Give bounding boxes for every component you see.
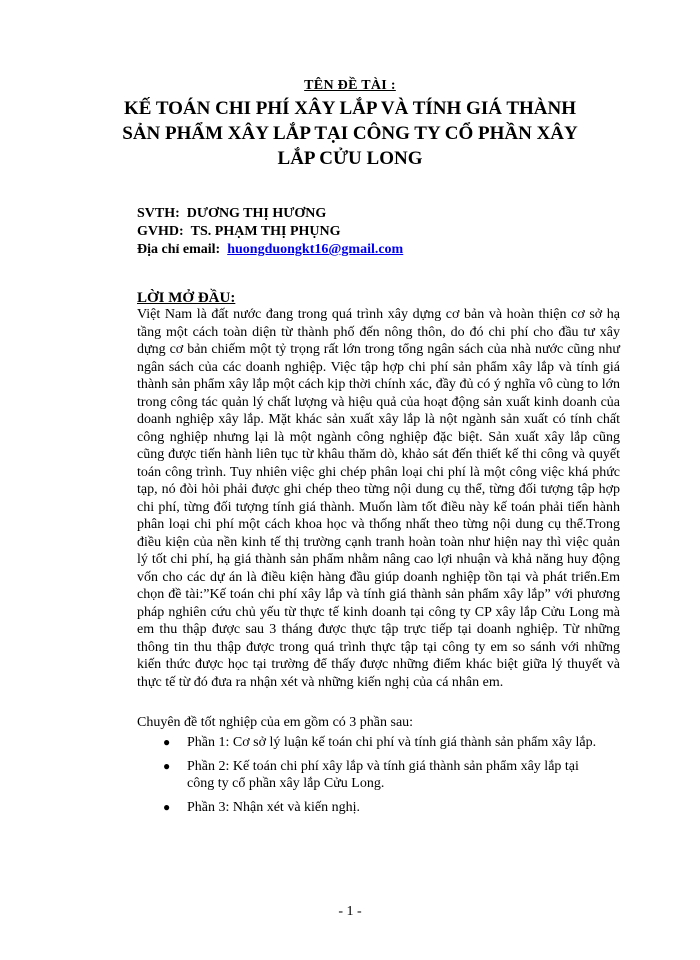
part-1-text: Phần 1: Cơ sở lý luận kế toán chi phí và tính giá thành sản phẩm xây lắp. [187,735,597,750]
list-item [163,799,603,817]
part-3-text: Phần 3: Nhận xét và kiến nghị. [187,799,361,815]
student-row [137,205,617,223]
parts-intro: Chuyên đề tốt nghiệp của em gồm có 3 phần sau: [137,715,414,730]
advisor-name: TS. PHẠM THỊ PHỤNG [190,224,341,239]
bullet-icon: ● [163,799,171,814]
page-number: - 1 - [338,904,362,919]
email-label: Địa chỉ email: [137,242,221,257]
email-link[interactable]: huongduongkt16@gmail.com [227,242,404,257]
email-row [137,241,617,259]
student-label: SVTH: [137,206,180,221]
advisor-label: GVHD: [137,224,184,239]
list-item [163,734,603,752]
topic-label: TÊN ĐỀ TÀI : [304,78,396,93]
student-name: DƯƠNG THỊ HƯƠNG [186,206,327,221]
intro-paragraph: Việt Nam là đất nước đang trong quá trình xây dựng cơ bản và hoàn thiện cơ sở hạ tầng một cách toàn diện từ thành phố đến nông thôn, do đó chi phí cho đầu tư xây dựng cơ bản chiếm một tỷ trọng rất lớn trong tổng ngân sách của nhà nước cũng như ngân sách của các doanh nghiệp. Việc tập hợp chi phí sản phẩm xây lắp và tính giá thành sản phẩm xây lắp một cách kịp thời chính xác, đầy đủ có ý nghĩa vô cùng to lớn trong công tác quản lý chất lượng và hiệu quả của hoạt động sản xuất kinh doanh của doanh nghiệp xây lắp. Mặt khác sản xuất xây lắp là nột ngành sản xuất có tính chất công nghiệp nhưng lại là một ngành công nghiệp đặc biệt. Sản xuất xây lắp cũng cũng được tiến hành liên tục từ khâu thăm dò, khảo sát đến thiết kế thi công và quyết toán công trình. Tuy nhiên việc ghi chép phân loại chi phí là một công việc khá phức tạp, nó đòi hỏi phải được ghi chép theo từng nội dung cụ thể, từng đối tượng tập hợp chi phí, từng đối tượng tính giá thành. Muốn làm tốt điều này kế toán phải tiến hành phân loại chi phí một cách khoa học và thống nhất theo từng nội dung cụ thể.Trong điều kiện của nền kinh tế thị trường cạnh tranh hoàn toàn như hiện nay thì việc quản lý tốt chi phí, hạ giá thành sản phẩm nhằm nâng cao lợi nhuận và khả năng huy động vốn cho các dự án là điều kiện hàng đầu giúp doanh nghiệp tồn tại và phát triển.Em chọn đề tài:”Kế toán chi phí xây lắp và tính giá thành sản phẩm xây lắp” với phương pháp nghiên cứu chủ yếu từ thực tế kinh doanh tại công ty CP xây lắp Cửu Long mà em thu thập được sau 3 tháng được thực tập trực tiếp tại doanh nghiệp. Từ những thông tin thu thập được trong quá trình thực tập tại công ty em so sánh với những kiến thức được học tại trường để thấy được những điểm khác biệt giữa lý thuyết và thực tế từ đó đưa ra nhận xét và những kiến nghị của cá nhân em. [137,307,620,690]
bullet-icon: ● [163,735,171,749]
bullet-icon: ● [163,758,171,773]
advisor-row [137,223,617,241]
document-title: KẾ TOÁN CHI PHÍ XÂY LẮP VÀ TÍNH GIÁ THÀNH SẢN PHẨM XÂY LẮP TẠI CÔNG TY CỔ PHẦN XÂY LẮP CỬU LONG [122,98,578,169]
intro-heading: LỜI MỞ ĐẦU: [137,290,236,306]
author-info [137,205,617,259]
part-2-text: Phần 2: Kế toán chi phí xây lắp và tính giá thành sản phẩm xây lắp tại công ty cổ phần xây lắp Cửu Long. [187,758,579,791]
parts-list [163,734,603,822]
list-item [163,758,603,793]
